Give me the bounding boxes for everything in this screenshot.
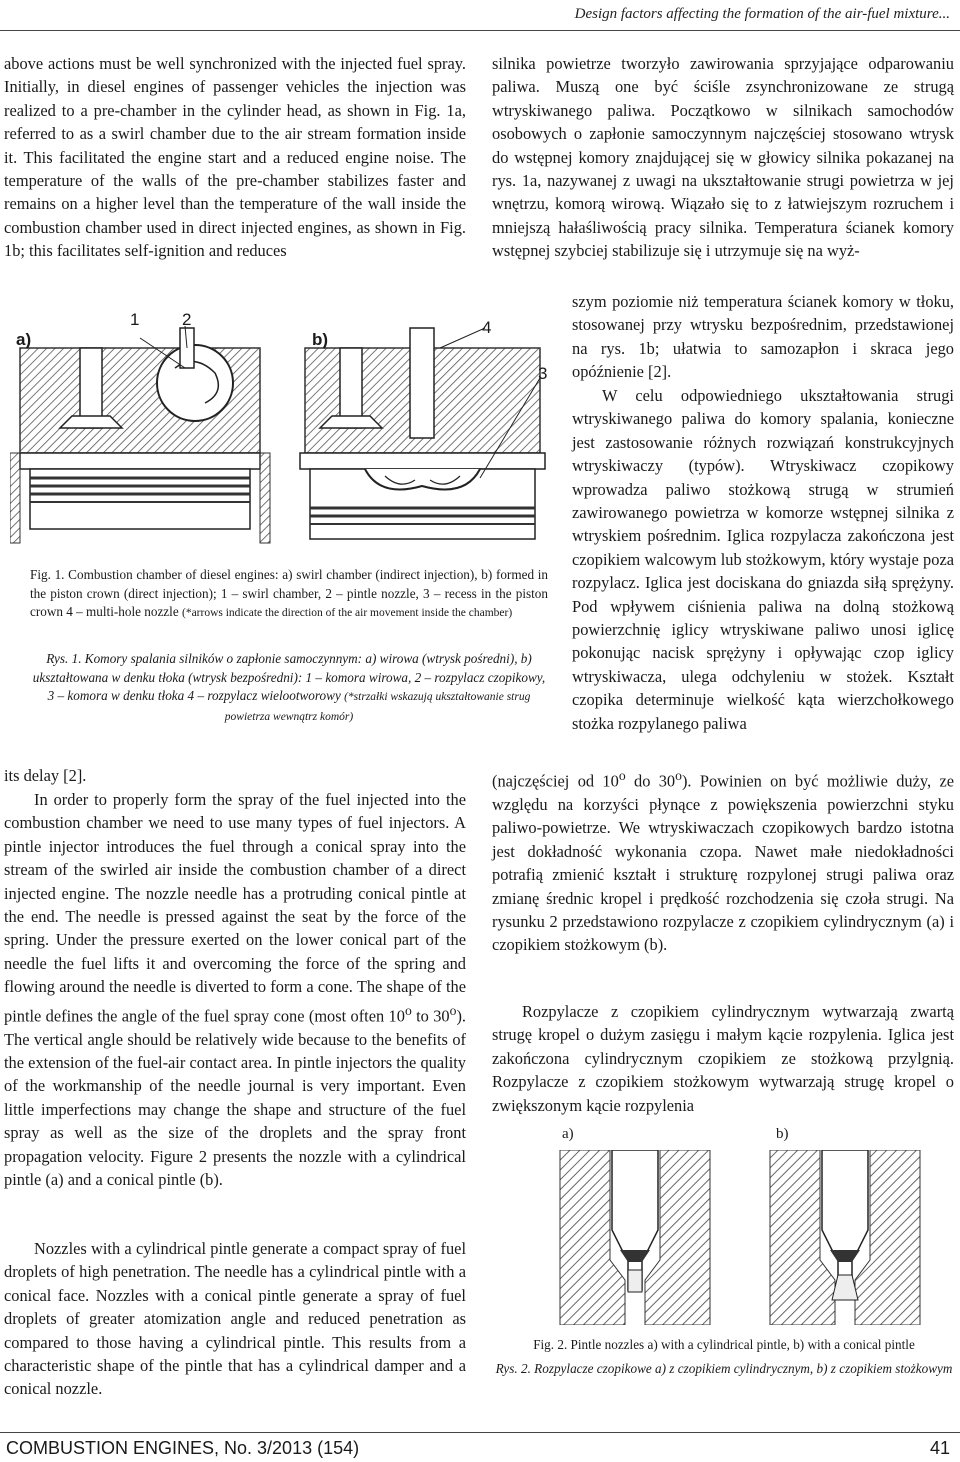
running-title: Design factors affecting the formation of the air-fuel mixture... <box>574 6 950 22</box>
figure-2-label-b: b) <box>776 1126 789 1142</box>
figure-2-drawing <box>520 1150 930 1325</box>
figure-1-number-3: 3 <box>538 364 548 383</box>
left-paragraph-1: above actions must be well synchronized with the injected fuel spray. Initially, in diesel engines of passenger vehicles the injection was realized to a pre-chamber in the cylinder head, as shown in Fig. 1a, referred to as a swirl chamber due to the air stream formation inside it. This facilitated the engine start and a reduced engine noise. The temperature of the walls of the pre-chamber stabilizes faster and remains on a higher level than the temperature of the wall inside the combustion chamber used in direct injected engines, as shown in Fig. 1b; this facilitates self-ignition and reduces <box>4 54 466 261</box>
figure-1-caption-english: Fig. 1. Combustion chamber of diesel engines: a) swirl chamber (indirect injection), b) formed in the piston crown (direct injection); 1 – swirl chamber, 2 – pintle nozzle, 3 – recess in the piston crown 4 – multi-hole nozzle (*arrows indicate the direction of the air movement inside the chamber) <box>30 567 548 619</box>
figure-1a-swirl-chamber <box>10 326 270 543</box>
left-paragraph-3: Nozzles with a cylindrical pintle generate a compact spray of fuel droplets of high penetration. The needle has a cylindrical pintle with a conical face. Nozzles with a conical pintle generate a spray of fuel droplets of greater atomization angle and reduced penetration as compared to those having a cylindrical pintle. This results from a characteristic shape of the pintle that has a cylindrical damper and a conical nozzle. <box>4 1239 466 1399</box>
figure-2a-cylindrical-pintle <box>560 1150 710 1325</box>
right-paragraph-2-full: (najczęściej od 10$^o$ do 30$^o$). Powinien on być możliwie duży, ze względu na korzyści płynące z powiększenia powierzchni styku paliwo-powietrze. We wtryskiwaczach czopikowych bardzo istotna jest dokładność wykonania czopa. Nawet małe niedokładności potrafią zmienić kształt i strukturę rozpylonej strugi paliwa oraz zmianę średnic kropel i prędkość rozchodzenia się czoła strugi. Na rysunku 2 przedstawiono rozpylacze z czopikiem cylindrycznym (a) i czopikiem stożkowym (b). <box>492 768 955 955</box>
right-paragraph-1-narrow: szym poziomie niż temperatura ścianek komory w tłoku, stosowanej przy wtrysku bezpośrednim, przedstawionej na rys. 1b; ułatwia to samozapłon i skraca jego opóźnienie [2]. <box>572 292 954 382</box>
figure-1-number-2: 2 <box>182 310 192 329</box>
figure-1-drawing <box>10 308 550 558</box>
figure-2-caption-english: Fig. 2. Pintle nozzles a) with a cylindrical pintle, b) with a conical pintle <box>533 1337 915 1352</box>
figure-1-caption-polish: Rys. 1. Komory spalania silników o zapłonie samoczynnym: a) wirowa (wtrysk pośredni), b) ukształtowana w denku tłoka (wtrysk bezpośredni): 1 – komora wirowa, 2 – rozpylacz czopikowy, 3 – komora w denku tłoka 4 – rozpylacz wielootworowy (*strzałki wskazują ukształtowanie strug powietrza wewnątrz komór) <box>32 651 546 723</box>
figure-1-label-b: b) <box>312 330 329 349</box>
page-number: 41 <box>929 1438 950 1458</box>
figure-1-number-1: 1 <box>130 310 140 329</box>
right-paragraph-1: silnika powietrze tworzyło zawirowania sprzyjające odparowaniu paliwa. Muszą one być ściśle zsynchronizowane ze strugą wtryskiwanego paliwa. Początkowo w silnikach samochodów osobowych o zapłonie samoczynnym najczęściej stosowano wtrysk do wstępnej komory znajdującej się w głowicy silnika pokazanej na rys. 1a, nazywanej z uwagi na ukształtowanie strugi powietrza w jej wnętrzu, komorą wirową. Wiązało się to z łatwiejszym rozruchem i mniejszą hałaśliwością pracy silnika. Temperatura ścianek komory wstępnej szybciej stabilizuje się i utrzymuje się na wyż- <box>492 54 954 261</box>
left-paragraph-2: In order to properly form the spray of the fuel injected into the combustion chamber we need to use many types of fuel injectors. A pintle injector introduces the fuel through a conical spray into the stream of the swirled air inside the combustion chamber of a direct injected engine. The nozzle needle has a protruding conical pintle at the end. The needle is pressed against the seat by the force of the spring. Under the pressure exerted on the lower conical part of the needle the fuel lifts it and overcoming the force of the spring and flowing around the needle is diverted to form a cone. The shape of the pintle defines the angle of the fuel spray cone (most often 10$^o$ to 30$^o$). The vertical angle should be relatively wide because to the benefits of the extension of the fuel-air contact area. In pintle injectors the quality of the workmanship of the needle journal is very important. Even little imperfections may change the shape and structure of the fuel spray as well as the size of the droplets and the spray front propagation velocity. Figure 2 presents the nozzle with a cylindrical pintle (a) and a conical pintle (b). <box>4 790 466 1189</box>
figure-2b-conical-pintle <box>770 1150 920 1325</box>
right-paragraph-2-narrow: W celu odpowiedniego ukształtowania strugi wtryskiwanego paliwa do komory spalania, konieczne jest zastosowanie różnych rozwiązań konstrukcyjnych wtryskiwaczy (typów). Wtryskiwacz czopikowy wprowadza paliwo stożkową strugą w strumień zawirowanego powietrza w komorze wstępnej silnika z wtryskiem pośrednim. Iglica rozpylacza zakończona jest czopikiem walcowym lub stożkowym, który wystaje poza rozpylacz. Iglica jest dociskana do gniazda siłą sprężyny. Pod wpływem ciśnienia paliwa na dolną stożkową powierzchnię iglicy wtryskiwane paliwo unosi iglicę pokonując nacisk sprężyny i opływając czop iglicy wtryskiwacza, ulega odchyleniu w stożek. Kształt czopika determinuje wielkość kąta wierzchołkowego stożka rozpylanego paliwa <box>572 386 954 733</box>
footer-rule <box>0 1432 960 1433</box>
figure-1-label-a: a) <box>16 330 32 349</box>
right-paragraph-3: Rozpylacze z czopikiem cylindrycznym wytwarzają zwartą strugę kropel o dużym zasięgu i małym kącie rozpylenia. Iglica jest zakończona cylindrycznym czopikiem ze stożkową przylgnią. Rozpylacze z czopikiem stożkowym wytwarzają strugę kropel o zwiększonym kącie rozpylenia <box>492 1002 954 1115</box>
figure-2-caption-polish: Rys. 2. Rozpylacze czopikowe a) z czopikiem cylindrycznym, b) z czopikiem stożkowym <box>495 1361 953 1376</box>
footer-journal: COMBUSTION ENGINES, No. 3/2013 (154) <box>6 1438 360 1458</box>
figure-1-number-4: 4 <box>482 318 492 337</box>
left-paragraph-1-continued: its delay [2]. <box>4 766 87 785</box>
figure-1b-direct-injection <box>300 328 548 539</box>
figure-2-label-a: a) <box>562 1126 574 1142</box>
running-header <box>0 0 960 31</box>
